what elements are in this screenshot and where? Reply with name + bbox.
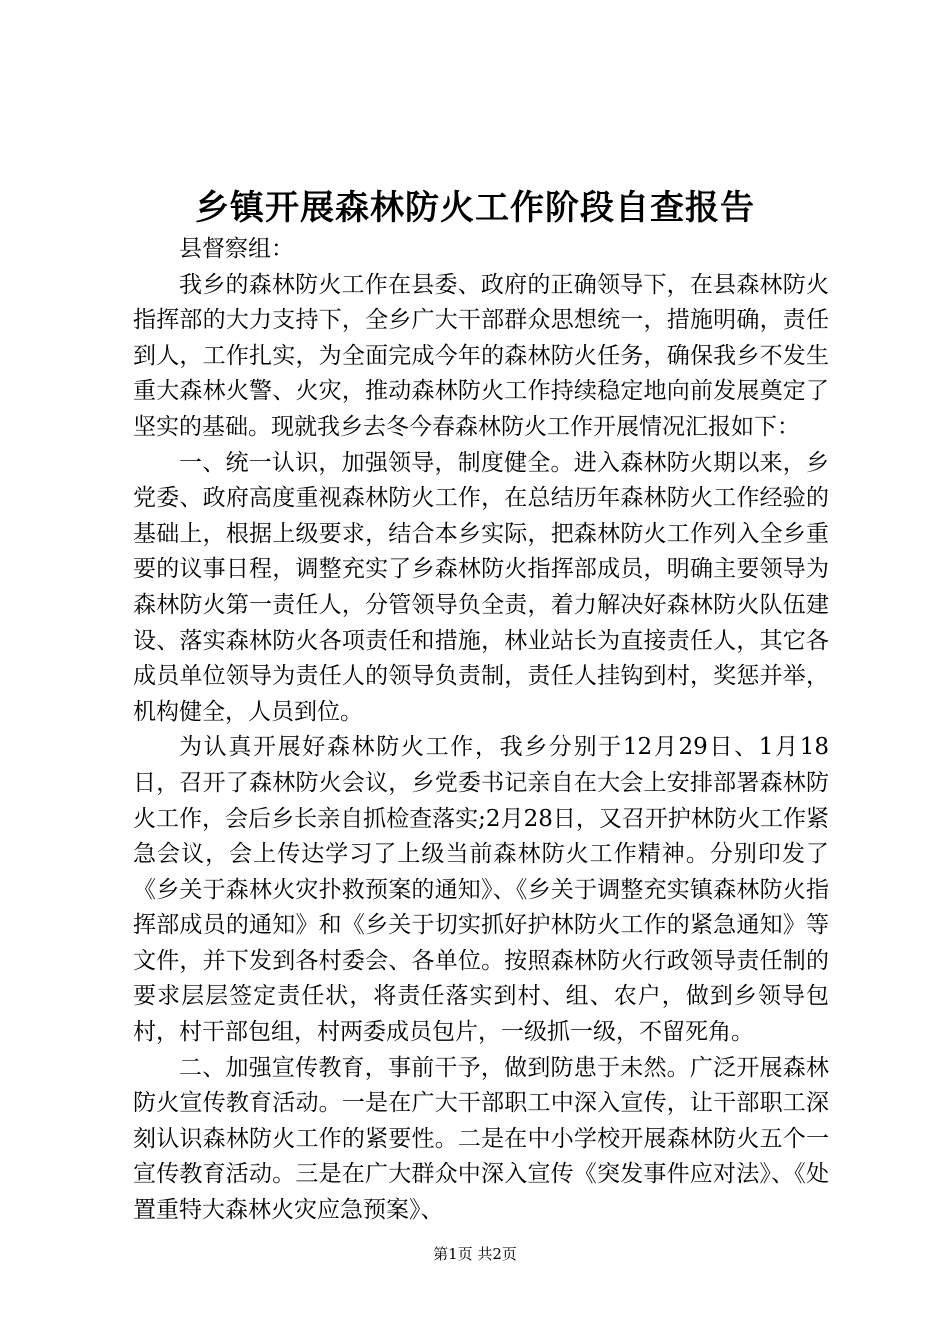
page-footer: 第1页 共2页: [433, 1245, 517, 1263]
paragraph-section-two: 二、加强宣传教育，事前干予，做到防患于未然。广泛开展森林防火宣传教育活动。一是在广大干部职工中深入宣传，让干部职工深刻认识森林防火工作的紧要性。二是在中小学校开展森林防火五个一宣传教育活动。三是在广大群众中深入宣传《突发事件应对法》、《处置重特大森林火灾应急预案》、: [133, 1054, 829, 1224]
paragraph-section-one: 一、统一认识，加强领导，制度健全。进入森林防火期以来，乡党委、政府高度重视森林防火工作，在总结历年森林防火工作经验的基础上，根据上级要求，结合本乡实际，把森林防火工作列入全乡重要的议事日程，调整充实了乡森林防火指挥部成员，明确主要领导为森林防火第一责任人，分管领导负全责，着力解决好森林防火队伍建设、落实森林防火各项责任和措施，林业站长为直接责任人，其它各成员单位领导为责任人的领导负责制，责任人挂钩到村，奖惩并举，机构健全，人员到位。: [133, 449, 829, 725]
salutation: 县督察组：: [179, 236, 294, 262]
paragraph-intro: 我乡的森林防火工作在县委、政府的正确领导下，在县森林防火指挥部的大力支持下，全乡广大干部群众思想统一，措施明确，责任到人，工作扎实，为全面完成今年的森林防火任务，确保我乡不发生重大森林火警、火灾，推动森林防火工作持续稳定地向前发展奠定了坚实的基础。现就我乡去冬今春森林防火工作开展情况汇报如下：: [133, 271, 829, 440]
document-title: 乡镇开展森林防火工作阶段自查报告: [195, 188, 755, 228]
document-body: [133, 232, 829, 1229]
paragraph-meetings: 为认真开展好森林防火工作，我乡分别于12月29日、1月18日，召开了森林防火会议，乡党委书记亲自在大会上安排部署森林防火工作，会后乡长亲自抓检查落实;2月28日，又召开护林防火工作紧急会议，会上传达学习了上级当前森林防火工作精神。分别印发了《乡关于森林火灾扑救预案的通知》、《乡关于调整充实镇森林防火指挥部成员的通知》和《乡关于切实抓好护林防火工作的紧急通知》等文件，并下发到各村委会、各单位。按照森林防火行政领导责任制的要求层层签定责任状，将责任落实到村、组、农户，做到乡领导包村，村干部包组，村两委成员包片，一级抓一级，不留死角。: [133, 734, 829, 1046]
